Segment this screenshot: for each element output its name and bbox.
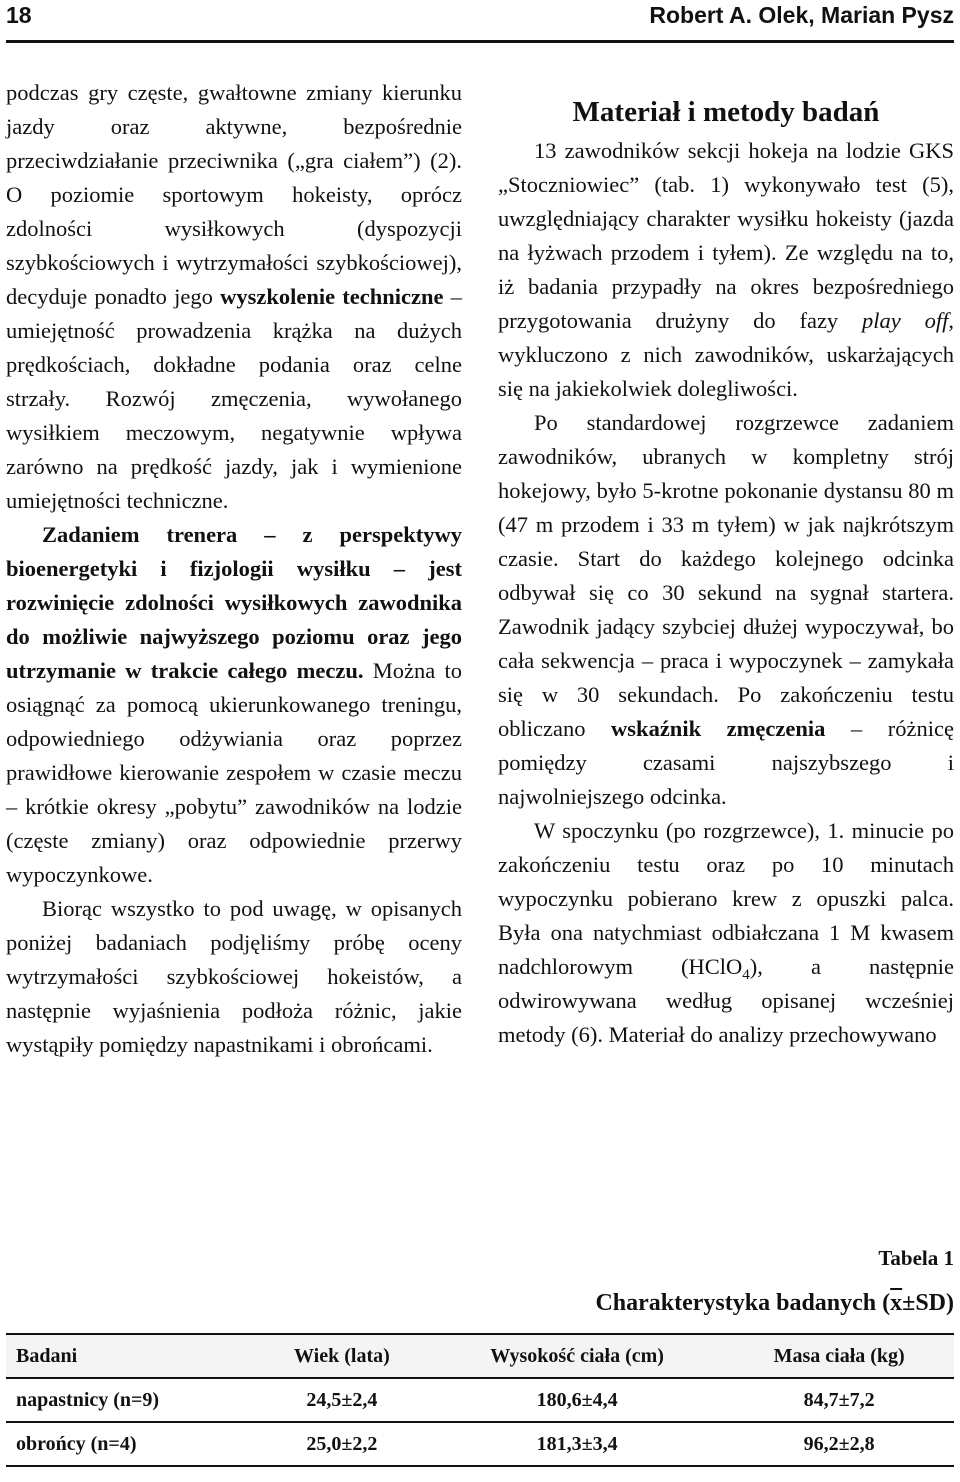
table-cell: 181,3±3,4 xyxy=(430,1422,724,1466)
page-header xyxy=(6,2,954,36)
paragraph: Biorąc wszystko to pod uwagę, w opisanych poniżej badaniach podjęliśmy próbę oceny wytrzymałości szybkościowej hokeistów, a następnie wyjaśnienia podłoża różnic, jakie wystąpiły pomiędzy napastnikami i obrońcami. xyxy=(6,896,462,1057)
right-column xyxy=(498,92,954,1052)
paragraph: podczas gry częste, gwałtowne zmiany kierunku jazdy oraz aktywne, bezpośrednie przeciwdziałanie przeciwnika („gra ciałem”) (2). O poziomie sportowym hokeisty, oprócz zdolności wysiłkowych (dyspozycji szybkościowych i wytrzymałości szybkościowej), decyduje ponadto jego wyszkolenie techniczne – umiejętność prowadzenia krążka na dużych prędkościach, dokładne podania oraz celne strzały. Rozwój zmęczenia, wywołanego wysiłkiem meczowym, negatywnie wpływa zarówno na prędkość jazdy, jak i wymienione umiejętności techniczne. xyxy=(6,80,462,513)
table-row xyxy=(6,1378,954,1422)
section-title: Materiał i metody badań xyxy=(572,96,880,128)
column-header: Wiek (lata) xyxy=(254,1334,430,1378)
data-table xyxy=(6,1333,954,1467)
running-head-authors: Robert A. Olek, Marian Pysz xyxy=(649,2,954,28)
paragraph: Zadaniem trenera – z perspektywy bioenergetyki i fizjologii wysiłku – jest rozwinięcie zdolności wysiłkowych zawodnika do możliwie najwyższego poziomu oraz jego utrzymanie w trakcie całego meczu. Można to osiągnąć za pomocą ukierunkowanego treningu, odpowiedniego odżywiania oraz poprzez prawidłowe kierowanie zespołem w czasie meczu – krótkie okresy „pobytu” zawodników na lodzie (częste zmiany) oraz odpowiednie przerwy wypoczynkowe. xyxy=(6,522,462,887)
table-caption: Charakterystyka badanych $(\overline{x}\pm SD)$ xyxy=(595,1290,954,1316)
table-cell: 24,5±2,4 xyxy=(254,1378,430,1422)
table-cell: 25,0±2,2 xyxy=(254,1422,430,1466)
table-cell: 84,7±7,2 xyxy=(724,1378,954,1422)
left-column xyxy=(6,76,462,1062)
header-rule xyxy=(6,40,954,43)
paragraph: W spoczynku (po rozgrzewce), 1. minucie po zakończeniu testu oraz po 10 minutach wypoczynku pobierano krew z opuszki palca. Była ona natychmiast odbiałczana 1 M kwasem nadchlorowym (HClO$_4$), a następnie odwirowywana według opisanej wcześniej metody (6). Materiał do analizy przechowywano xyxy=(498,818,955,1047)
column-header: Badani xyxy=(6,1334,254,1378)
table-cell: napastnicy (n=9) xyxy=(6,1378,254,1422)
table-cell: 180,6±4,4 xyxy=(430,1378,724,1422)
table-row xyxy=(6,1422,954,1466)
table-label: Tabela 1 xyxy=(878,1246,954,1270)
column-header: Wysokość ciała (cm) xyxy=(430,1334,724,1378)
table-cell: 96,2±2,8 xyxy=(724,1422,954,1466)
paragraph: 13 zawodników sekcji hokeja na lodzie GKS „Stoczniowiec” (tab. 1) wykonywało test (5), uwzględniający charakter wysiłku hokeisty (jazda na łyżwach przodem i tyłem). Ze względu na to, iż badania przypadły na okres bezpośredniego przygotowania drużyny do fazy play off, wykluczono z nich zawodników, uskarżających się na jakiekolwiek dolegliwości. xyxy=(498,138,954,401)
column-header: Masa ciała (kg) xyxy=(724,1334,954,1378)
page-number: 18 xyxy=(6,2,32,28)
table-header-row xyxy=(6,1334,954,1378)
table-cell: obrońcy (n=4) xyxy=(6,1422,254,1466)
paragraph: Po standardowej rozgrzewce zadaniem zawodników, ubranych w kompletny strój hokejowy, było 5-krotne pokonanie dystansu 80 m (47 m przodem i 33 m tyłem) w jak najkrótszym czasie. Start do każdego kolejnego odcinka odbywał się co 30 sekund na sygnał startera. Zawodnik jadący szybciej dłużej wypoczywał, bo cała sekwencja – praca i wypoczynek – zamykała się w 30 sekundach. Po zakończeniu testu obliczano wskaźnik zmęczenia – różnicę pomiędzy czasami najszybszego i najwolniejszego odcinka. xyxy=(498,410,954,809)
